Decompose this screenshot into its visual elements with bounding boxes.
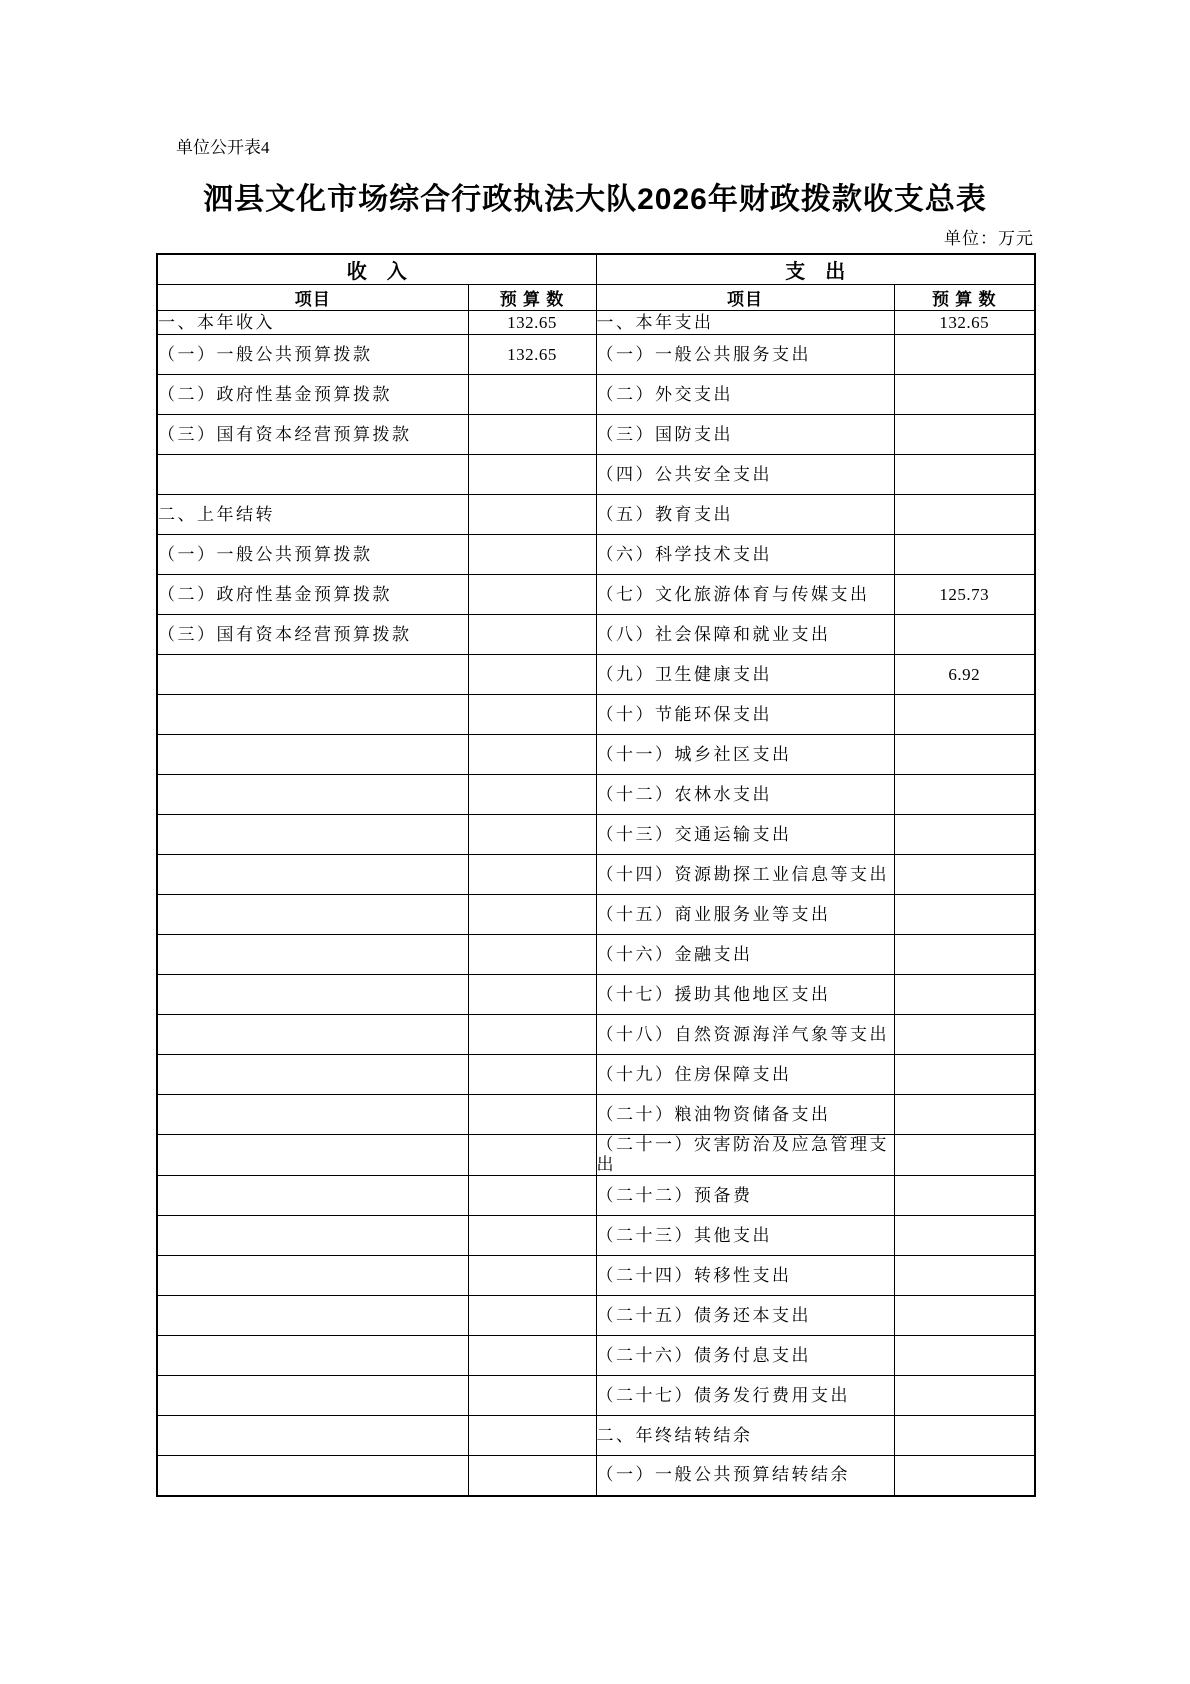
table-row <box>157 1456 1035 1496</box>
income-budget-cell <box>468 895 596 935</box>
income-budget-cell <box>468 855 596 895</box>
expense-item-cell: （十八）自然资源海洋气象等支出 <box>596 1015 894 1055</box>
income-item-cell: 一、本年收入 <box>157 311 468 335</box>
expense-budget-cell <box>894 815 1035 855</box>
expense-item-cell: （二十七）债务发行费用支出 <box>596 1376 894 1416</box>
income-item-cell: （三）国有资本经营预算拨款 <box>157 615 468 655</box>
income-budget-cell: 132.65 <box>468 335 596 375</box>
expense-item-cell: （二十四）转移性支出 <box>596 1256 894 1296</box>
section-header-row <box>157 254 1035 285</box>
expense-budget-cell <box>894 895 1035 935</box>
expense-budget-cell <box>894 335 1035 375</box>
table-row <box>157 335 1035 375</box>
income-item-cell <box>157 1216 468 1256</box>
income-item-cell <box>157 695 468 735</box>
income-budget-cell <box>468 935 596 975</box>
expense-item-cell: （二）外交支出 <box>596 375 894 415</box>
expense-budget-cell <box>894 855 1035 895</box>
expense-budget-cell <box>894 775 1035 815</box>
income-budget-cell <box>468 375 596 415</box>
income-budget-cell <box>468 1416 596 1456</box>
table-head <box>157 254 1035 311</box>
expense-budget-cell <box>894 1456 1035 1496</box>
table-row <box>157 975 1035 1015</box>
expense-budget-cell <box>894 1416 1035 1456</box>
expense-budget-cell <box>894 975 1035 1015</box>
table-row <box>157 1135 1035 1176</box>
table-row <box>157 855 1035 895</box>
table-row <box>157 415 1035 455</box>
table-row <box>157 535 1035 575</box>
table-row <box>157 1216 1035 1256</box>
income-budget-cell <box>468 1336 596 1376</box>
expense-item-cell: （九）卫生健康支出 <box>596 655 894 695</box>
expense-item-cell: （十七）援助其他地区支出 <box>596 975 894 1015</box>
expense-item-cell: （十一）城乡社区支出 <box>596 735 894 775</box>
expense-budget-cell <box>894 1135 1035 1176</box>
income-item-cell <box>157 1015 468 1055</box>
income-item-cell <box>157 815 468 855</box>
income-budget-cell <box>468 1135 596 1176</box>
table-row <box>157 1055 1035 1095</box>
income-budget-cell <box>468 1055 596 1095</box>
income-budget-cell <box>468 415 596 455</box>
income-item-cell <box>157 855 468 895</box>
expense-budget-cell <box>894 375 1035 415</box>
expense-item-cell: （十四）资源勘探工业信息等支出 <box>596 855 894 895</box>
income-budget-cell <box>468 1015 596 1055</box>
income-item-cell: （一）一般公共预算拨款 <box>157 335 468 375</box>
income-item-cell <box>157 655 468 695</box>
income-item-cell <box>157 935 468 975</box>
income-item-cell: （二）政府性基金预算拨款 <box>157 575 468 615</box>
table-row <box>157 575 1035 615</box>
table-row <box>157 375 1035 415</box>
table-row <box>157 1015 1035 1055</box>
income-item-cell <box>157 1456 468 1496</box>
expense-budget-cell <box>894 495 1035 535</box>
page-title: 泗县文化市场综合行政执法大队2026年财政拨款收支总表 <box>203 183 987 216</box>
expense-item-cell: （五）教育支出 <box>596 495 894 535</box>
expense-item-cell: （十二）农林水支出 <box>596 775 894 815</box>
expense-item-cell: （十五）商业服务业等支出 <box>596 895 894 935</box>
expense-item-cell: 一、本年支出 <box>596 311 894 335</box>
expense-item-cell: （十六）金融支出 <box>596 935 894 975</box>
table-row <box>157 695 1035 735</box>
income-budget-cell <box>468 1095 596 1135</box>
expense-item-cell: （一）一般公共服务支出 <box>596 335 894 375</box>
income-item-cell: （一）一般公共预算拨款 <box>157 535 468 575</box>
table-row <box>157 1256 1035 1296</box>
table-row <box>157 1095 1035 1135</box>
expense-item-cell: （二十）粮油物资储备支出 <box>596 1095 894 1135</box>
table-row <box>157 615 1035 655</box>
income-budget-cell <box>468 735 596 775</box>
expense-budget-cell: 132.65 <box>894 311 1035 335</box>
expense-budget-cell <box>894 615 1035 655</box>
table-row <box>157 1336 1035 1376</box>
expense-budget-cell <box>894 935 1035 975</box>
expense-budget-cell <box>894 455 1035 495</box>
income-budget-cell <box>468 455 596 495</box>
expense-item-cell: （六）科学技术支出 <box>596 535 894 575</box>
expense-item-cell: （二十三）其他支出 <box>596 1216 894 1256</box>
income-budget-cell: 132.65 <box>468 311 596 335</box>
income-budget-cell <box>468 775 596 815</box>
income-budget-cell <box>468 495 596 535</box>
income-budget-cell <box>468 615 596 655</box>
income-item-cell: （二）政府性基金预算拨款 <box>157 375 468 415</box>
expense-budget-cell <box>894 1376 1035 1416</box>
expense-item-cell: （十三）交通运输支出 <box>596 815 894 855</box>
income-budget-cell <box>468 655 596 695</box>
income-section-header: 收 入 <box>157 254 596 285</box>
income-item-cell <box>157 1256 468 1296</box>
income-budget-cell <box>468 1296 596 1336</box>
expense-budget-cell <box>894 1336 1035 1376</box>
income-item-cell <box>157 1376 468 1416</box>
income-item-cell <box>157 975 468 1015</box>
budget-summary-table <box>156 253 1036 1497</box>
income-item-col-header: 项目 <box>157 285 468 311</box>
expense-budget-cell <box>894 535 1035 575</box>
income-item-cell <box>157 1296 468 1336</box>
income-item-cell: 二、上年结转 <box>157 495 468 535</box>
income-item-cell <box>157 775 468 815</box>
expense-budget-cell <box>894 1095 1035 1135</box>
expense-section-header: 支 出 <box>596 254 1035 285</box>
expense-budget-cell <box>894 1256 1035 1296</box>
table-row <box>157 935 1035 975</box>
income-item-cell <box>157 895 468 935</box>
column-header-row <box>157 285 1035 311</box>
income-budget-cell <box>468 1376 596 1416</box>
expense-budget-cell <box>894 1055 1035 1095</box>
income-budget-col-header: 预 算 数 <box>468 285 596 311</box>
income-budget-cell <box>468 575 596 615</box>
document-content <box>156 0 1034 1497</box>
unit-note: 单位：万元 <box>944 229 1034 248</box>
income-item-cell: （三）国有资本经营预算拨款 <box>157 415 468 455</box>
expense-item-cell: （二十五）债务还本支出 <box>596 1296 894 1336</box>
table-row <box>157 455 1035 495</box>
expense-budget-cell: 6.92 <box>894 655 1035 695</box>
income-budget-cell <box>468 695 596 735</box>
table-row <box>157 1376 1035 1416</box>
expense-item-cell: （一）一般公共预算结转结余 <box>596 1456 894 1496</box>
income-item-cell <box>157 1135 468 1176</box>
income-budget-cell <box>468 1256 596 1296</box>
income-budget-cell <box>468 1216 596 1256</box>
expense-item-cell: （八）社会保障和就业支出 <box>596 615 894 655</box>
expense-item-cell: （七）文化旅游体育与传媒支出 <box>596 575 894 615</box>
table-row <box>157 815 1035 855</box>
doc-label: 单位公开表4 <box>176 138 270 157</box>
expense-item-cell: （十）节能环保支出 <box>596 695 894 735</box>
income-item-cell <box>157 1055 468 1095</box>
income-item-cell <box>157 455 468 495</box>
expense-budget-cell <box>894 1176 1035 1216</box>
income-item-cell <box>157 1416 468 1456</box>
income-item-cell <box>157 1176 468 1216</box>
expense-budget-cell <box>894 415 1035 455</box>
expense-item-cell: （三）国防支出 <box>596 415 894 455</box>
table-row <box>157 735 1035 775</box>
expense-budget-col-header: 预 算 数 <box>894 285 1035 311</box>
expense-budget-cell <box>894 1216 1035 1256</box>
income-budget-cell <box>468 815 596 855</box>
expense-item-cell: （二十二）预备费 <box>596 1176 894 1216</box>
expense-budget-cell <box>894 1015 1035 1055</box>
expense-item-cell: （二十六）债务付息支出 <box>596 1336 894 1376</box>
expense-budget-cell <box>894 735 1035 775</box>
table-body <box>157 311 1035 1496</box>
expense-budget-cell <box>894 695 1035 735</box>
income-budget-cell <box>468 975 596 1015</box>
table-row <box>157 1416 1035 1456</box>
expense-budget-cell <box>894 1296 1035 1336</box>
table-row <box>157 311 1035 335</box>
income-item-cell <box>157 735 468 775</box>
table-row <box>157 495 1035 535</box>
expense-item-cell: 二、年终结转结余 <box>596 1416 894 1456</box>
income-budget-cell <box>468 535 596 575</box>
expense-budget-cell: 125.73 <box>894 575 1035 615</box>
table-row <box>157 655 1035 695</box>
income-budget-cell <box>468 1456 596 1496</box>
income-item-cell <box>157 1336 468 1376</box>
income-item-cell <box>157 1095 468 1135</box>
expense-item-cell: （十九）住房保障支出 <box>596 1055 894 1095</box>
table-row <box>157 775 1035 815</box>
expense-item-cell: （二十一）灾害防治及应急管理支出 <box>596 1135 894 1176</box>
expense-item-cell: （四）公共安全支出 <box>596 455 894 495</box>
income-budget-cell <box>468 1176 596 1216</box>
table-row <box>157 895 1035 935</box>
table-row <box>157 1296 1035 1336</box>
expense-item-col-header: 项目 <box>596 285 894 311</box>
table-row <box>157 1176 1035 1216</box>
